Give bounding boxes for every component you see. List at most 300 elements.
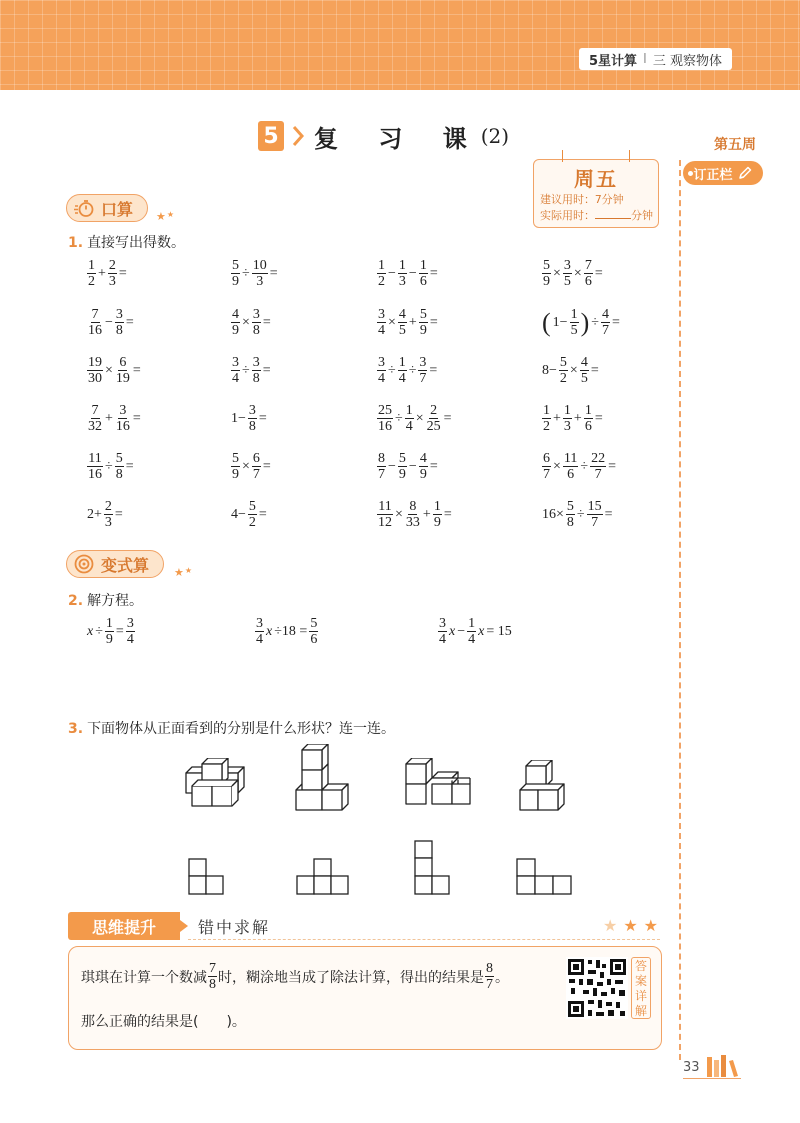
operator: = (611, 314, 620, 330)
thinking-tip (180, 920, 188, 932)
denominator: 33 (405, 515, 420, 530)
q1-expression (230, 499, 268, 530)
fraction (255, 616, 264, 647)
operator: = (262, 458, 271, 474)
fraction (104, 499, 113, 530)
star-icon: ★ (623, 916, 638, 935)
section-variant-stars (174, 566, 192, 579)
numerator: 3 (252, 355, 260, 370)
denominator: 8 (252, 371, 260, 386)
star-icon: ★ (643, 916, 658, 935)
fraction (566, 499, 575, 530)
numerator: 7 (584, 258, 592, 273)
fraction (377, 355, 386, 386)
denominator: 16 (378, 419, 392, 434)
fraction (377, 451, 386, 482)
denominator: 9 (105, 632, 113, 647)
numerator: 5 (566, 499, 574, 514)
numerator: 19 (88, 355, 102, 370)
operator: ÷ (576, 506, 585, 522)
q1-expression (376, 403, 453, 434)
denominator: 7 (378, 467, 385, 482)
day-box-pin (562, 150, 563, 162)
variable: x (478, 623, 485, 639)
parenthesis: ) (580, 307, 590, 337)
numerator: 5 (232, 451, 239, 466)
operator: × (553, 265, 561, 281)
operator: ÷ (95, 623, 103, 639)
numerator: 1 (405, 403, 413, 418)
cube-object-2 (292, 744, 354, 812)
operator: 8− (542, 362, 557, 378)
operator: − (408, 458, 417, 474)
thinking-subtitle: 错中求解 (198, 918, 271, 937)
answer-explanation-tag[interactable]: 答案详解 (631, 957, 651, 1019)
numerator: 6 (252, 451, 260, 466)
operator: = (429, 265, 438, 281)
operator: 1− (231, 410, 246, 426)
denominator: 5 (398, 323, 406, 338)
operator: = (118, 265, 127, 281)
operator: × (242, 314, 250, 330)
denominator: 7 (601, 323, 609, 338)
section-oral-calc (66, 194, 148, 222)
q2-equation (254, 616, 319, 647)
numerator: 8 (486, 961, 493, 976)
denominator: 4 (468, 632, 476, 647)
thinking-dashed-line (188, 939, 660, 940)
star-icon: ★ (184, 566, 193, 575)
operator: = (258, 506, 267, 522)
fraction (419, 307, 428, 338)
actual-time (534, 208, 658, 224)
suggested-time-value: 7分钟 (595, 193, 624, 206)
fraction (433, 499, 442, 530)
suggested-time-label: 建议用时： (540, 193, 595, 206)
section-oral-stars (156, 210, 174, 223)
front-view-3[interactable] (414, 840, 450, 896)
numerator: 25 (378, 403, 392, 418)
denominator: 2 (543, 419, 550, 434)
denominator: 5 (563, 274, 571, 289)
operator: = (429, 458, 438, 474)
numerator: 3 (378, 355, 385, 370)
operator: + (422, 506, 431, 522)
denominator: 8 (252, 323, 260, 338)
variable: x (449, 623, 456, 639)
header-brand: 5星计算 (588, 53, 638, 69)
fraction (108, 258, 117, 289)
operator: ÷ (395, 410, 403, 426)
fraction (115, 355, 131, 386)
denominator: 6 (419, 274, 427, 289)
operator: = 15 (486, 623, 512, 639)
denominator: 8 (115, 467, 123, 482)
denominator: 9 (398, 467, 406, 482)
numerator: 8 (378, 451, 385, 466)
denominator: 4 (232, 371, 239, 386)
q1-expression (86, 451, 135, 482)
fraction (542, 258, 551, 289)
numerator: 11 (88, 451, 102, 466)
denominator: 9 (543, 274, 550, 289)
lesson-subtitle: (2) (480, 124, 510, 148)
fraction (405, 499, 421, 530)
operator: = (594, 410, 603, 426)
q1-text: 直接写出得数。 (87, 235, 186, 251)
problem-text-3: 。 (495, 969, 509, 986)
fraction (580, 355, 589, 386)
fraction (601, 307, 610, 338)
denominator: 7 (591, 515, 599, 530)
denominator: 16 (88, 323, 102, 338)
fraction (87, 355, 103, 386)
fraction (570, 307, 579, 338)
operator: = (262, 314, 271, 330)
fraction (126, 616, 135, 647)
operator: ÷ (105, 458, 113, 474)
denominator: 9 (232, 467, 239, 482)
denominator: 7 (419, 371, 427, 386)
numerator: 15 (587, 499, 602, 514)
q1-expression (230, 355, 272, 386)
operator: = (429, 314, 438, 330)
numerator: 4 (419, 451, 427, 466)
operator: + (98, 265, 106, 281)
denominator: 6 (310, 632, 318, 647)
q2-title (68, 590, 143, 610)
operator: × (388, 314, 396, 330)
fraction (87, 403, 103, 434)
numerator: 5 (543, 258, 550, 273)
numerator: 1 (378, 258, 385, 273)
operator: − (388, 265, 396, 281)
operator: = (443, 410, 452, 426)
denominator: 4 (398, 371, 406, 386)
correction-label: 订正栏 (693, 167, 733, 183)
denominator: 30 (88, 371, 102, 386)
operator: = (258, 410, 267, 426)
denominator: 4 (439, 632, 446, 647)
variable: x (87, 623, 94, 639)
denominator: 8 (115, 323, 123, 338)
numerator: 5 (115, 451, 123, 466)
numerator: 1 (105, 616, 113, 631)
operator: ÷ (388, 362, 396, 378)
operator: − (408, 265, 417, 281)
front-view-2[interactable] (296, 858, 350, 896)
q1-title (68, 232, 185, 252)
denominator: 9 (419, 323, 427, 338)
numerator: 4 (601, 307, 609, 322)
operator: = (604, 506, 613, 522)
denominator: 4 (126, 632, 134, 647)
fraction (419, 258, 428, 289)
operator: = (594, 265, 603, 281)
thinking-problem-line2: 那么正确的结果是( )。 (81, 1014, 246, 1030)
numerator: 3 (232, 355, 239, 370)
operator: 1− (552, 314, 568, 330)
numerator: 7 (209, 961, 216, 976)
q1-expression (541, 355, 600, 386)
fraction (398, 258, 407, 289)
numerator: 4 (232, 307, 239, 322)
q1-expression (541, 499, 614, 530)
operator: × (242, 458, 250, 474)
numerator: 1 (398, 258, 406, 273)
q1-expression (230, 403, 268, 434)
fraction (87, 307, 103, 338)
actual-time-unit: 分钟 (631, 209, 653, 222)
denominator: 7 (594, 467, 602, 482)
denominator: 4 (378, 371, 385, 386)
thinking-label: 思维提升 (68, 912, 180, 940)
operator: + (553, 410, 561, 426)
q1-expression (86, 307, 135, 338)
operator: = (115, 623, 124, 639)
correction-tag (683, 161, 763, 185)
denominator: 7 (543, 467, 550, 482)
fraction (87, 258, 96, 289)
section-variant-calc (66, 550, 164, 578)
numerator: 8 (409, 499, 417, 514)
actual-time-blank[interactable] (595, 209, 631, 219)
numerator: 5 (232, 258, 239, 273)
q1-expression (230, 451, 272, 482)
operator: ÷18 = (274, 623, 308, 639)
star-icon: ★ (174, 566, 184, 579)
q1-expression (541, 403, 604, 434)
q2-number: 2. (68, 593, 84, 609)
cube-object-4 (516, 760, 566, 812)
operator: = (125, 458, 134, 474)
operator: + (105, 410, 113, 426)
fraction (419, 451, 428, 482)
header-separator: I (643, 51, 647, 67)
q3-text: 下面物体从正面看到的分别是什么形状？连一连。 (87, 721, 396, 737)
fraction (115, 307, 124, 338)
q1-expression (376, 499, 453, 530)
denominator: 6 (567, 467, 575, 482)
numerator: 3 (119, 403, 127, 418)
fraction (252, 258, 268, 289)
actual-time-label: 实际用时： (540, 209, 595, 222)
fraction (231, 258, 240, 289)
operator: = (429, 362, 438, 378)
cube-object-1 (178, 758, 248, 808)
operator: = (590, 362, 599, 378)
numerator: 10 (252, 258, 267, 273)
fraction (584, 403, 593, 434)
numerator: 11 (378, 499, 392, 514)
q2-text: 解方程。 (87, 593, 144, 609)
fraction (398, 307, 407, 338)
operator: × (569, 362, 578, 378)
thinking-header (68, 912, 662, 940)
fraction (426, 403, 442, 434)
denominator: 2 (88, 274, 95, 289)
chevron-right-icon (292, 125, 306, 147)
fraction (87, 451, 103, 482)
fraction (590, 451, 606, 482)
operator: ÷ (580, 458, 589, 474)
q2-equation (86, 616, 136, 647)
operator: × (395, 506, 403, 522)
denominator: 4 (256, 632, 263, 647)
denominator: 5 (580, 371, 588, 386)
fraction (542, 403, 551, 434)
numerator: 7 (91, 403, 99, 418)
numerator: 3 (419, 355, 427, 370)
books-icon (706, 1055, 740, 1077)
denominator: 7 (252, 467, 260, 482)
operator: ÷ (242, 362, 250, 378)
operator: = (262, 362, 271, 378)
numerator: 1 (419, 258, 427, 273)
fraction (309, 616, 318, 647)
fraction (377, 499, 393, 530)
denominator: 3 (256, 274, 264, 289)
fraction (115, 403, 131, 434)
fraction (231, 307, 240, 338)
numerator: 5 (398, 451, 406, 466)
numerator: 5 (248, 499, 256, 514)
fraction (377, 307, 386, 338)
day-box-pin (629, 150, 630, 162)
denominator: 32 (88, 419, 102, 434)
q1-expression (376, 451, 439, 482)
denominator: 6 (584, 274, 592, 289)
numerator: 7 (91, 307, 99, 322)
numerator: 3 (115, 307, 123, 322)
operator: = (132, 410, 141, 426)
front-view-4[interactable] (516, 858, 572, 896)
operator: − (388, 458, 396, 474)
fraction (467, 616, 476, 647)
fraction (559, 355, 568, 386)
denominator: 2 (248, 515, 256, 530)
numerator: 1 (468, 616, 476, 631)
numerator: 3 (256, 616, 263, 631)
operator: = (608, 458, 616, 474)
numerator: 5 (310, 616, 318, 631)
numerator: 4 (398, 307, 406, 322)
star-icon: ★ (166, 210, 175, 219)
operator: + (573, 410, 582, 426)
suggested-time (534, 192, 658, 208)
q3-number: 3. (68, 721, 84, 737)
section-variant-label: 变式算 (101, 555, 150, 575)
header-tag (579, 48, 732, 70)
numerator: 3 (378, 307, 385, 322)
q1-expression (376, 355, 438, 386)
denominator: 3 (563, 419, 571, 434)
qr-code-icon[interactable] (566, 957, 628, 1019)
denominator: 2 (559, 371, 567, 386)
fraction (252, 355, 261, 386)
pencil-icon (737, 165, 753, 181)
fraction (584, 258, 593, 289)
section-oral-label: 口算 (101, 199, 134, 219)
operator: 4− (231, 506, 246, 522)
operator: × (553, 458, 561, 474)
fraction (398, 355, 407, 386)
operator: − (105, 314, 113, 330)
denominator: 4 (378, 323, 385, 338)
fraction (485, 961, 494, 992)
denominator: 6 (584, 419, 592, 434)
header-band (0, 0, 800, 90)
q1-expression (376, 258, 439, 289)
operator: − (457, 623, 466, 639)
operator: ÷ (591, 314, 599, 330)
numerator: 11 (563, 451, 578, 466)
denominator: 5 (570, 323, 578, 338)
denominator: 25 (426, 419, 441, 434)
denominator: 16 (115, 419, 130, 434)
fraction (208, 961, 217, 992)
fraction (248, 403, 257, 434)
fraction (105, 616, 114, 647)
thinking-problem-line1 (81, 961, 509, 992)
numerator: 5 (419, 307, 427, 322)
operator: × (105, 362, 113, 378)
fraction (115, 451, 124, 482)
numerator: 4 (580, 355, 588, 370)
denominator: 3 (398, 274, 406, 289)
denominator: 9 (232, 274, 239, 289)
numerator: 1 (584, 403, 592, 418)
numerator: 1 (543, 403, 550, 418)
operator: × (415, 410, 424, 426)
denominator: 16 (88, 467, 102, 482)
numerator: 3 (126, 616, 134, 631)
fraction (438, 616, 447, 647)
correction-dot (688, 171, 693, 176)
operator: = (132, 362, 141, 378)
q1-expression (86, 355, 142, 386)
denominator: 8 (566, 515, 574, 530)
problem-fraction-1 (207, 961, 218, 992)
week-label: 第五周 (714, 137, 756, 153)
numerator: 3 (563, 258, 571, 273)
lesson-title (258, 118, 509, 154)
denominator: 8 (209, 977, 216, 992)
cube-object-3 (400, 758, 472, 808)
fraction (231, 355, 240, 386)
numerator: 2 (430, 403, 438, 418)
numerator: 6 (119, 355, 127, 370)
q1-expression (86, 258, 128, 289)
q2-equation (437, 616, 513, 647)
numerator: 3 (439, 616, 446, 631)
operator: = (443, 506, 452, 522)
page-number: 33 (683, 1060, 700, 1075)
footer-line (683, 1078, 741, 1079)
stopwatch-icon (73, 197, 95, 219)
denominator: 3 (104, 515, 112, 530)
fraction (587, 499, 603, 530)
front-view-1[interactable] (188, 858, 224, 896)
fraction (252, 307, 261, 338)
numerator: 1 (398, 355, 406, 370)
fraction (377, 403, 393, 434)
denominator: 4 (405, 419, 413, 434)
q1-expression (541, 307, 621, 338)
denominator: 9 (419, 467, 427, 482)
fraction (252, 451, 261, 482)
operator: 2+ (87, 506, 102, 522)
